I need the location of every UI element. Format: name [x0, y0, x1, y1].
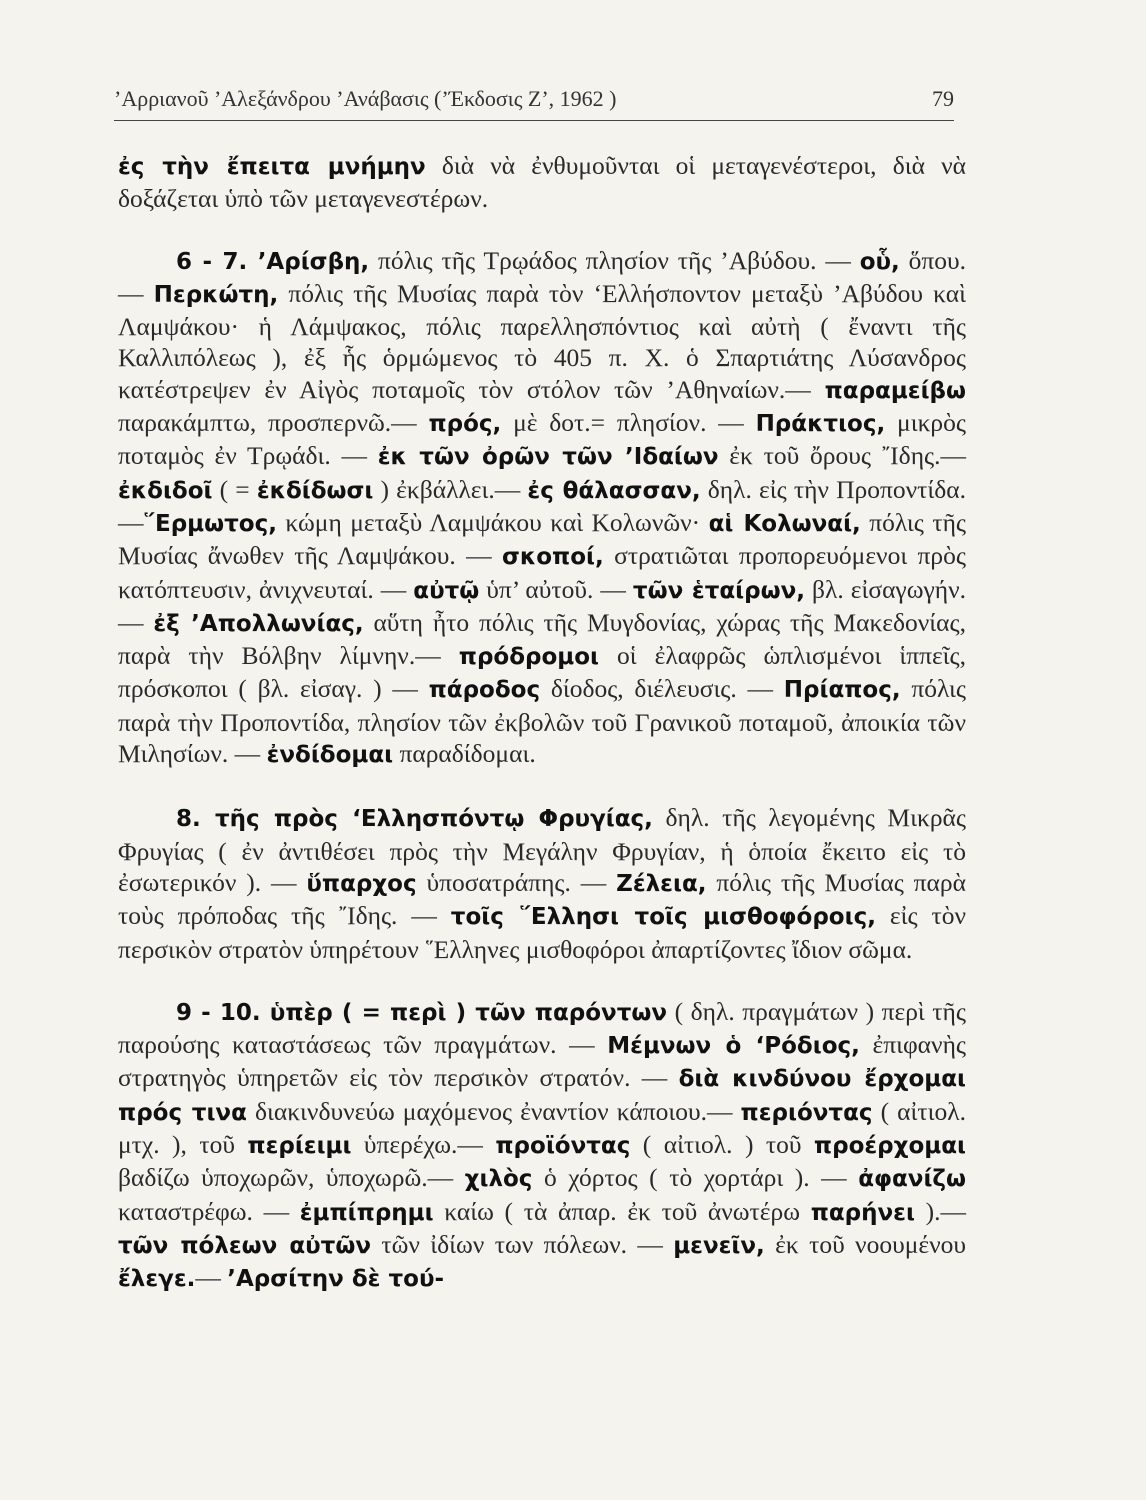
lemma: ἐμπίπρημι: [299, 1199, 434, 1226]
gloss: ( αἰτιολ. ) τοῦ: [630, 1130, 814, 1160]
lemma: ’Αρσίτην δὲ τού-: [227, 1266, 445, 1293]
gloss: ἐκ τοῦ ὄρους ῎Ιδης.—: [718, 441, 966, 471]
gloss: πόλις τῆς Μυσίας παρὰ τοὺς πρόποδας τῆς ῎Ιδης. —: [118, 867, 967, 931]
lemma: Ζέλεια,: [616, 870, 707, 897]
gloss: πόλις τῆς Τρῳάδος πλησίον τῆς ’Αβύδου. —: [369, 245, 860, 275]
lemma: πάροδος: [428, 677, 541, 704]
paragraph-8: [118, 802, 966, 964]
gloss: ἐπιφανὴς στρατηγὸς ὑπηρετῶν εἰς τὸν περσικὸν στρατόν. —: [118, 1030, 966, 1093]
lemma: αἱ Κολωναί,: [708, 510, 861, 537]
gloss: πόλις τῆς Μυσίας ἄνωθεν τῆς Λαμψάκου. —: [118, 507, 966, 571]
gloss: ὑπερέχω.—: [351, 1130, 496, 1160]
lemma: παραμείβω: [824, 377, 966, 404]
lemma: οὗ,: [859, 248, 900, 275]
lemma: ἐκ τῶν ὀρῶν τῶν ’Ιδαίων: [377, 444, 719, 471]
lemma: πρόδρομοι: [458, 644, 599, 671]
lemma: ἔλεγε.: [118, 1266, 196, 1293]
lemma: 6 - 7. ’Αρίσβη,: [176, 248, 370, 275]
lemma: τῶν πόλεων αὐτῶν: [118, 1232, 371, 1259]
gloss: ( αἰτιολ. μτχ. ), τοῦ: [118, 1096, 966, 1160]
lemma: περιόντας: [740, 1099, 873, 1126]
gloss: πόλις τῆς Μυσίας παρὰ τὸν ‘Ελλήσποντον μεταξὺ ’Αβύδου καὶ Λαμψάκου· ἡ Λάμψακος, πόλις παρελλησπόντιος καὶ αὐτὴ ( ἔναντι τῆς Καλλιπόλεως ), ἐξ ἧς ὁρμώμενος τὸ 405 π. Χ. ὁ Σπαρτιάτης Λύσανδρος κατέστρεψεν ἐν Αἰγὸς ποταμοῖς τὸν στόλον τῶν ’Αθηναίων.—: [118, 278, 967, 404]
lemma: ἐνδίδομαι: [266, 742, 394, 769]
lemma: χιλὸς: [464, 1166, 533, 1193]
gloss: δηλ. τῆς λεγομένης Μικρᾶς Φρυγίας ( ἐν ἀντιθέσει πρὸς τὴν Μεγάλην Φρυγίαν, ἡ ὁποία ἔκειτο εἰς τὸ ἐσωτερικόν ). —: [118, 803, 966, 897]
lemma: Μέμνων ὁ ‘Ρόδιος,: [607, 1033, 860, 1060]
gloss: παραδίδομαι.: [393, 739, 536, 769]
gloss: ὑπ’ αὐτοῦ. —: [479, 574, 633, 604]
paragraph-spacer: [118, 965, 966, 996]
gloss: ( δηλ. πραγμάτων ) περὶ τῆς παρούσης καταστάσεως τῶν πραγμάτων. —: [118, 996, 966, 1060]
lemma: Πράκτιος,: [755, 411, 886, 438]
lemma: αὐτῷ: [413, 577, 480, 604]
header-title: ’Αρριανοῦ ’Αλεξάνδρου ’Ανάβασις (’Έκδοσις Ζ’, 1962 ): [114, 86, 617, 111]
gloss: ὅπου. —: [118, 245, 967, 308]
gloss: καίω ( τὰ ἀπαρ. ἐκ τοῦ ἀνωτέρω: [433, 1196, 811, 1226]
lemma: ἐξ ’Απολλωνίας,: [153, 610, 364, 637]
gloss: καταστρέφω. —: [118, 1196, 300, 1226]
lemma: προϊόντας: [495, 1133, 631, 1160]
lemma: ἐκδίδωσι: [256, 477, 374, 504]
gloss: οἱ ἐλαφρῶς ὡπλισμένοι ἱππεῖς, πρόσκοποι ( βλ. εἰσαγ. ) —: [118, 641, 967, 704]
lemma: ἐκδιδοῖ: [118, 477, 213, 504]
lemma: 9 - 10. ὑπὲρ ( = περὶ ) τῶν παρόντων: [176, 999, 668, 1026]
lemma: διὰ κινδύνου ἔρχομαι πρός τινα: [118, 1066, 966, 1126]
gloss: ).—: [914, 1196, 966, 1226]
gloss: στρατιῶται προπορευόμενοι πρὸς κατόπτευσιν, ἀνιχνευταί. —: [118, 541, 966, 604]
gloss: ἐκ τοῦ νοουμένου: [764, 1229, 966, 1259]
running-header: [114, 86, 954, 121]
gloss: κώμη μεταξὺ Λαμψάκου καὶ Κολωνῶν·: [276, 507, 709, 537]
lemma: ἐς τὴν ἔπειτα μνήμην: [118, 154, 426, 180]
lemma: τοῖς ῞Ελλησι τοῖς μισθοφόροις,: [450, 904, 876, 931]
gloss: διὰ νὰ ἐνθυμοῦνται οἱ μεταγενέστεροι, διὰ νὰ δοξάζεται ὑπὸ τῶν μεταγενεστέρων.: [118, 151, 966, 214]
gloss: μὲ δοτ.= πλησίον. —: [501, 408, 756, 438]
lemma: ὕπαρχος: [306, 870, 417, 897]
lemma: μενεῖν,: [673, 1232, 765, 1259]
lemma: ῞Ερμωτος,: [143, 510, 277, 537]
lemma: Πρίαπος,: [783, 677, 901, 704]
gloss: μικρὸς ποταμὸς ἐν Τρῳάδι. —: [118, 408, 966, 471]
paragraph-1: [118, 150, 966, 215]
lemma: προέρχομαι: [813, 1133, 966, 1160]
gloss: τῶν ἰδίων των πόλεων. —: [371, 1229, 674, 1259]
lemma: Περκώτη,: [153, 281, 279, 308]
gloss: εἰς τὸν περσικὸν στρατὸν ὑπηρέτουν ῞Ελληνες μισθοφόροι ἀπαρτίζοντες ἴδιον σῶμα.: [118, 901, 966, 964]
paragraph-9-10: [118, 996, 966, 1296]
gloss: βαδίζω ὑποχωρῶν, ὑποχωρῶ.—: [118, 1163, 465, 1193]
gloss: διακινδυνεύω μαχόμενος ἐναντίον κάποιου.—: [246, 1096, 741, 1126]
lemma: ἀφανίζω: [858, 1166, 966, 1193]
lemma: τῶν ἑταίρων,: [632, 577, 806, 604]
gloss: αὕτη ἦτο πόλις τῆς Μυγδονίας, χώρας τῆς Μακεδονίας, παρὰ τὴν Βόλβην λίμνην.—: [118, 607, 966, 671]
commentary-body: [118, 150, 966, 1296]
gloss: δίοδος, διέλευσις. —: [540, 674, 784, 704]
gloss: ( =: [212, 474, 257, 504]
gloss: ὑποσατράπης. —: [416, 867, 617, 897]
gloss: δηλ. εἰς τὴν Προποντίδα. —: [118, 474, 966, 537]
lemma: περίειμι: [247, 1133, 352, 1160]
gloss: παρακάμπτω, προσπερνῶ.—: [118, 408, 429, 438]
lemma: ἐς θάλασσαν,: [527, 477, 701, 504]
paragraph-6-7: [118, 245, 966, 772]
gloss: πόλις παρὰ τὴν Προποντίδα, πλησίον τῶν ἐκβολῶν τοῦ Γρανικοῦ ποταμοῦ, ἀποικία τῶν Μιλησίων. —: [118, 674, 966, 769]
lemma: πρός,: [428, 411, 502, 438]
gloss: ) ἐκβάλλει.—: [373, 474, 528, 504]
lemma: 8. τῆς πρὸς ‘Ελλησπόντῳ Φρυγίας,: [176, 806, 653, 833]
page-number: 79: [932, 86, 954, 111]
gloss: βλ. εἰσαγωγήν. —: [118, 574, 966, 637]
gloss: ὁ χόρτος ( τὸ χορτάρι ). —: [532, 1163, 859, 1193]
lemma: παρήνει: [810, 1199, 915, 1226]
gloss: —: [195, 1263, 228, 1293]
lemma: σκοποί,: [501, 544, 604, 571]
